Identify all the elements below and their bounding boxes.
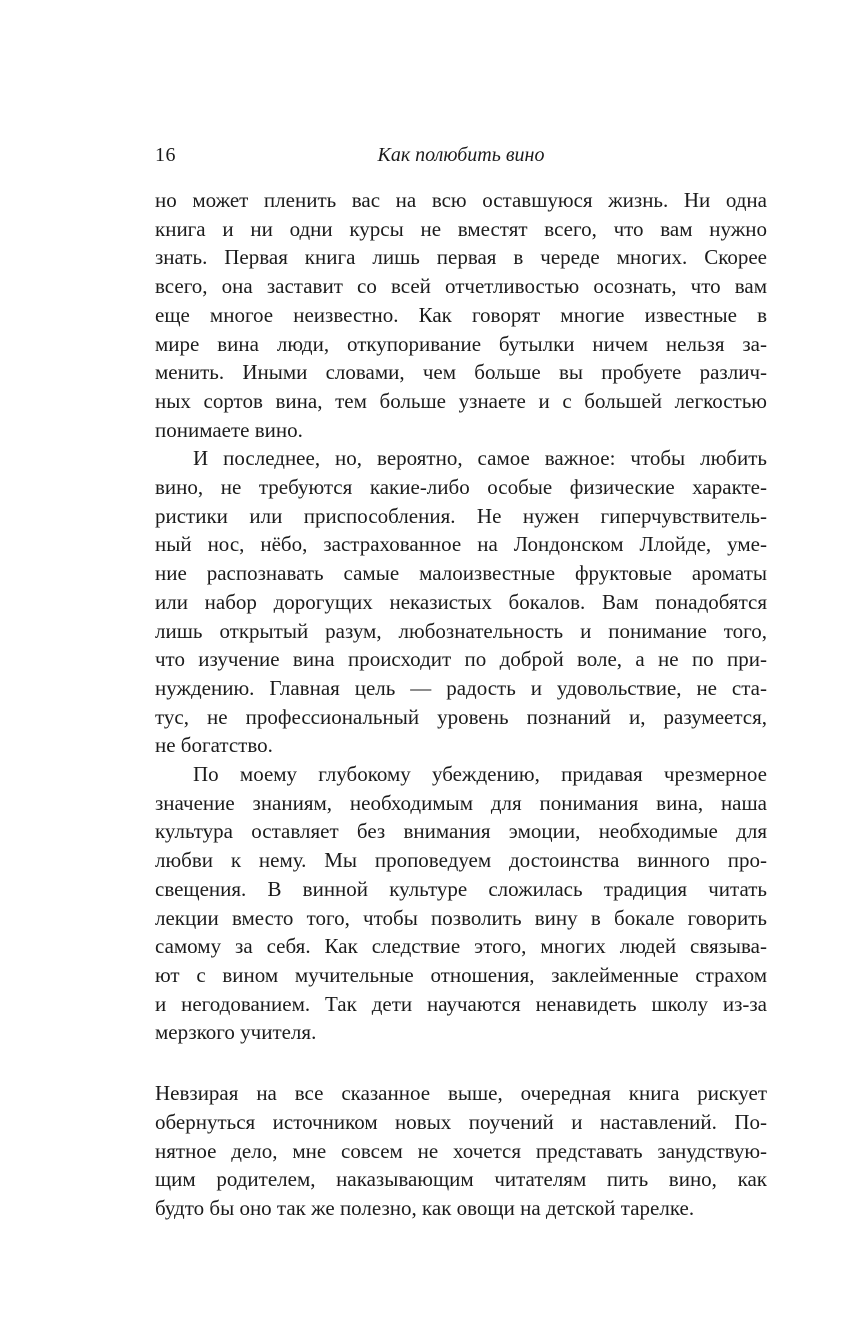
text-line: лекции вместо того, чтобы позволить вину в бокале говорить	[155, 905, 767, 930]
text-line: что изучение вина происходит по доброй воле, а не по при-	[155, 647, 767, 672]
text-line: любви к нему. Мы проповедуем достоинства винного про-	[155, 848, 767, 873]
page-header	[155, 144, 767, 172]
paragraph	[155, 186, 767, 444]
text-line: не богатство.	[155, 733, 273, 758]
text-line: мерзкого учителя.	[155, 1020, 317, 1045]
text-line: понимаете вино.	[155, 417, 303, 442]
text-line: По моему глубокому убеждению, придавая чрезмерное	[193, 762, 767, 787]
text-line: обернуться источником новых поучений и наставлений. По-	[155, 1109, 767, 1134]
text-line: или набор дорогущих неказистых бокалов. Вам понадобятся	[155, 589, 767, 614]
text-line: всего, она заставит со всей отчетливостью осознать, что вам	[155, 274, 767, 299]
text-line: нятное дело, мне совсем не хочется представать занудствую-	[155, 1138, 767, 1163]
text-line: самому за себя. Как следствие этого, многих людей связыва-	[155, 934, 767, 959]
text-line: тус, не профессиональный уровень познаний и, разумеется,	[155, 704, 767, 729]
text-line: менить. Иными словами, чем больше вы пробуете различ-	[155, 360, 767, 385]
text-line: мире вина люди, откупоривание бутылки ничем нельзя за-	[155, 331, 767, 356]
text-line: Невзирая на все сказанное выше, очередная книга рискует	[155, 1081, 767, 1106]
text-line: книга и ни одни курсы не вместят всего, что вам нужно	[155, 216, 767, 241]
text-line: значение знаниям, необходимым для понимания вина, наша	[155, 790, 767, 815]
text-line: лишь открытый разум, любознательность и понимание того,	[155, 618, 767, 643]
text-line: ный нос, нёбо, застрахованное на Лондонском Ллойде, уме-	[155, 532, 767, 557]
text-line: нуждению. Главная цель — радость и удовольствие, не ста-	[155, 675, 767, 700]
text-line: ние распознавать самые малоизвестные фруктовые ароматы	[155, 561, 767, 586]
text-line: культура оставляет без внимания эмоции, необходимые для	[155, 819, 767, 844]
text-line: вино, не требуются какие-либо особые физические характе-	[155, 475, 767, 500]
text-line: и негодованием. Так дети научаются ненавидеть школу из-за	[155, 991, 767, 1016]
text-line: свещения. В винной культуре сложилась традиция читать	[155, 876, 767, 901]
text-line: ют с вином мучительные отношения, заклейменные страхом	[155, 962, 767, 987]
text-line: ных сортов вина, тем больше узнаете и с большей легкостью	[155, 388, 767, 413]
page-number: 16	[155, 144, 176, 166]
paragraph	[155, 760, 767, 1047]
text-line: еще многое неизвестно. Как говорят многие известные в	[155, 302, 767, 327]
text-line: И последнее, но, вероятно, самое важное: чтобы любить	[193, 446, 767, 471]
paragraph	[155, 1079, 767, 1223]
text-line: но может пленить вас на всю оставшуюся жизнь. Ни одна	[155, 188, 767, 212]
text-line: ристики или приспособления. Не нужен гиперчувствитель-	[155, 503, 767, 528]
text-line: щим родителем, наказывающим читателям пить вино, как	[155, 1167, 767, 1192]
text-line: будто бы оно так же полезно, как овощи на детской тарелке.	[155, 1195, 695, 1220]
paragraph	[155, 444, 767, 760]
running-title: Как полюбить вино	[377, 144, 545, 166]
text-line: знать. Первая книга лишь первая в череде многих. Скорее	[155, 245, 767, 270]
body-text	[155, 186, 767, 1223]
